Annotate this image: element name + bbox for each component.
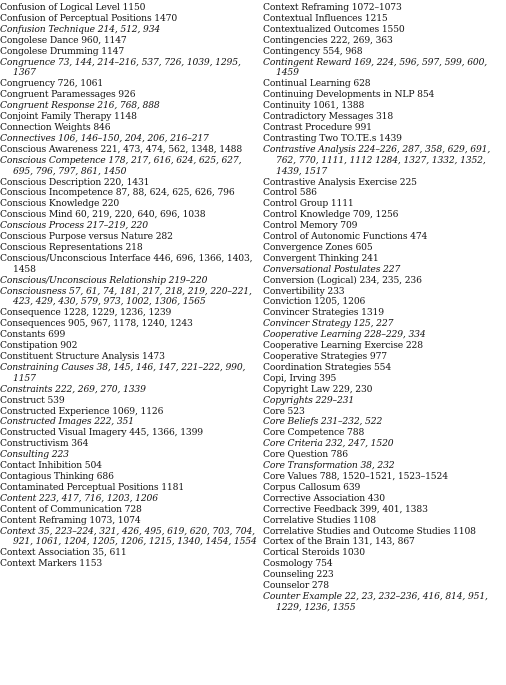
index-entry: Conviction 1205, 1206 [263,296,366,308]
index-entry: Context 35, 223–224, 321, 426, 495, 619, 620, 703, 704, 921, 1061, 1204, 1205, 1206, 1215, 1340, 1454, 1554 [0,525,257,548]
index-entry: Convincer Strategies 1319 [263,307,384,319]
index-entry: Consulting 223 [0,449,69,461]
index-entry: Constraints 222, 269, 270, 1339 [0,383,146,395]
index-entry: Core Transformation 38, 232 [263,460,395,472]
index-entry: Convergence Zones 605 [263,241,373,253]
index-entry: Confusion of Perceptual Positions 1470 [0,12,178,24]
index-entry: Connection Weights 846 [0,121,111,133]
index-entry: Conscious Knowledge 220 [0,198,120,210]
index-entry: Constructed Images 222, 351 [0,416,134,428]
index-entry: Congruence 73, 144, 214–216, 537, 726, 1039, 1295, 1367 [0,56,241,79]
index-entry: Copyright Law 229, 230 [263,383,373,395]
index-entry: Contrastive Analysis 224–226, 287, 358, 629, 691, 762, 770, 1111, 1112 1284, 1327, 1332, 1352, 1439, 1517 [263,143,491,177]
index-entry: Contingent Reward 169, 224, 596, 597, 599, 600, 1459 [263,56,488,79]
index-entry: Conversational Postulates 227 [263,263,401,275]
index-entry: Contradictory Messages 318 [263,111,394,123]
index-entry: Constructed Visual Imagery 445, 1366, 1399 [0,427,203,439]
index-entry: Counselor 278 [263,580,329,592]
index-entry: Core Competence 788 [263,427,365,439]
index-entry: Control Group 1111 [263,198,354,210]
index-entry: Conscious Representations 218 [0,241,143,253]
index-entry: Contingency 554, 968 [263,45,363,57]
index-entry: Convincer Strategy 125, 227 [263,318,394,330]
index-entry: Cooperative Strategies 977 [263,351,387,362]
index-entry: Continuity 1061, 1388 [263,100,365,112]
index-entry: Constipation 902 [0,340,78,352]
index-entry: Coordination Strategies 554 [263,361,392,373]
index-entry: Conscious Awareness 221, 473, 474, 562, 1348, 1488 [0,143,243,155]
index-entry: Consciousness 57, 61, 74, 181, 217, 218, 219, 220–221, 423, 429, 430, 579, 973, 1002, 1306, 1565 [0,285,252,308]
index-entry: Cooperative Learning 228–229, 334 [263,329,426,341]
index-entry: Confusion of Logical Level 1150 [0,2,146,13]
index-entry: Conscious Incompetence 87, 88, 624, 625, 626, 796 [0,187,235,199]
index-entry: Conscious/Unconscious Relationship 219–220 [0,274,208,286]
index-entry: Core 523 [263,405,305,417]
index-entry: Counseling 223 [263,569,334,581]
index-entry: Congruent Response 216, 768, 888 [0,100,160,112]
index-entry: Copi, Irving 395 [263,372,337,384]
index-entry: Constructivism 364 [0,438,89,450]
index-entry: Contextualized Outcomes 1550 [263,23,405,35]
index-entry: Copyrights 229–231 [263,394,355,406]
index-entry: Correlative Studies and Outcome Studies 1108 [263,525,476,537]
index-entry: Contrast Procedure 991 [263,121,372,133]
index-entry: Convergent Thinking 241 [263,252,379,264]
index-entry: Continuing Developments in NLP 854 [263,89,435,101]
index-entry: Cosmology 754 [263,558,333,570]
index-entry: Constructed Experience 1069, 1126 [0,405,164,417]
index-entry: Counter Example 22, 23, 232–236, 416, 814, 951, 1229, 1236, 1355 [263,590,488,613]
index-entry: Contagious Thinking 686 [0,470,114,482]
index-entry: Cooperative Learning Exercise 228 [263,340,423,352]
index-column-right [263,3,506,614]
index-entry: Contrasting Two TO.TE.s 1439 [263,132,402,144]
index-entry: Core Beliefs 231–232, 522 [263,416,383,428]
index-entry: Contrastive Analysis Exercise 225 [263,176,417,188]
index-entry: Constituent Structure Analysis 1473 [0,351,165,362]
index-entry: Conversion (Logical) 234, 235, 236 [263,274,422,286]
index-entry: Conscious/Unconscious Interface 446, 696, 1366, 1403, 1458 [0,252,253,275]
index-entry: Correlative Studies 1108 [263,514,376,526]
index-entry: Context Association 35, 611 [0,547,127,559]
index-entry: Conscious Mind 60, 219, 220, 640, 696, 1038 [0,209,206,221]
index-entry: Core Question 786 [263,449,348,461]
index-entry: Context Reframing 1072–1073 [263,2,402,13]
index-entry: Content of Communication 728 [0,503,142,515]
index-entry: Consequences 905, 967, 1178, 1240, 1243 [0,318,193,330]
index-entry: Control of Autonomic Functions 474 [263,231,428,243]
index-entry: Control Memory 709 [263,220,358,232]
index-entry: Constraining Causes 38, 145, 146, 147, 221–222, 990, 1157 [0,361,246,384]
index-entry: Content 223, 417, 716, 1203, 1206 [0,492,158,504]
index-entry: Core Criteria 232, 247, 1520 [263,438,394,450]
index-entry: Cortex of the Brain 131, 143, 867 [263,536,415,548]
index-entry: Corpus Callosum 639 [263,481,361,493]
index-entry: Confusion Technique 214, 512, 934 [0,23,161,35]
index-entry: Conjoint Family Therapy 1148 [0,111,137,123]
index-column-left [0,3,257,570]
index-entry: Conscious Competence 178, 217, 616, 624, 625, 627, 695, 796, 797, 861, 1450 [0,154,242,177]
index-entry: Congolese Dance 960, 1147 [0,34,127,46]
index-entry: Corrective Association 430 [263,492,385,504]
index-entry: Congruent Paramessages 926 [0,89,136,101]
index-entry: Continual Learning 628 [263,78,371,90]
index-entry: Content Reframing 1073, 1074 [0,514,141,526]
index-entry: Control Knowledge 709, 1256 [263,209,399,221]
index-entry: Conscious Process 217–219, 220 [0,220,148,232]
index-entry: Contextual Influences 1215 [263,12,388,24]
index-entry: Contingencies 222, 269, 363 [263,34,393,46]
index-entry: Contact Inhibition 504 [0,460,102,472]
index-entry: Congruency 726, 1061 [0,78,104,90]
index-entry: Corrective Feedback 399, 401, 1383 [263,503,428,515]
index-entry: Core Values 788, 1520–1521, 1523–1524 [263,470,448,482]
index-entry: Cortical Steroids 1030 [263,547,365,559]
index-entry: Consequence 1228, 1229, 1236, 1239 [0,307,172,319]
index-entry: Construct 539 [0,394,65,406]
index-entry: Control 586 [263,187,317,199]
index-entry: Constants 699 [0,329,66,341]
index-entry: Conscious Description 220, 1431 [0,176,150,188]
index-entry: Convertibility 233 [263,285,345,297]
index-entry: Context Markers 1153 [0,558,103,570]
index-entry: Congolese Drumming 1147 [0,45,125,57]
index-entry: Contaminated Perceptual Positions 1181 [0,481,185,493]
index-entry: Connectives 106, 146–150, 204, 206, 216–217 [0,132,209,144]
index-entry: Conscious Purpose versus Nature 282 [0,231,173,243]
